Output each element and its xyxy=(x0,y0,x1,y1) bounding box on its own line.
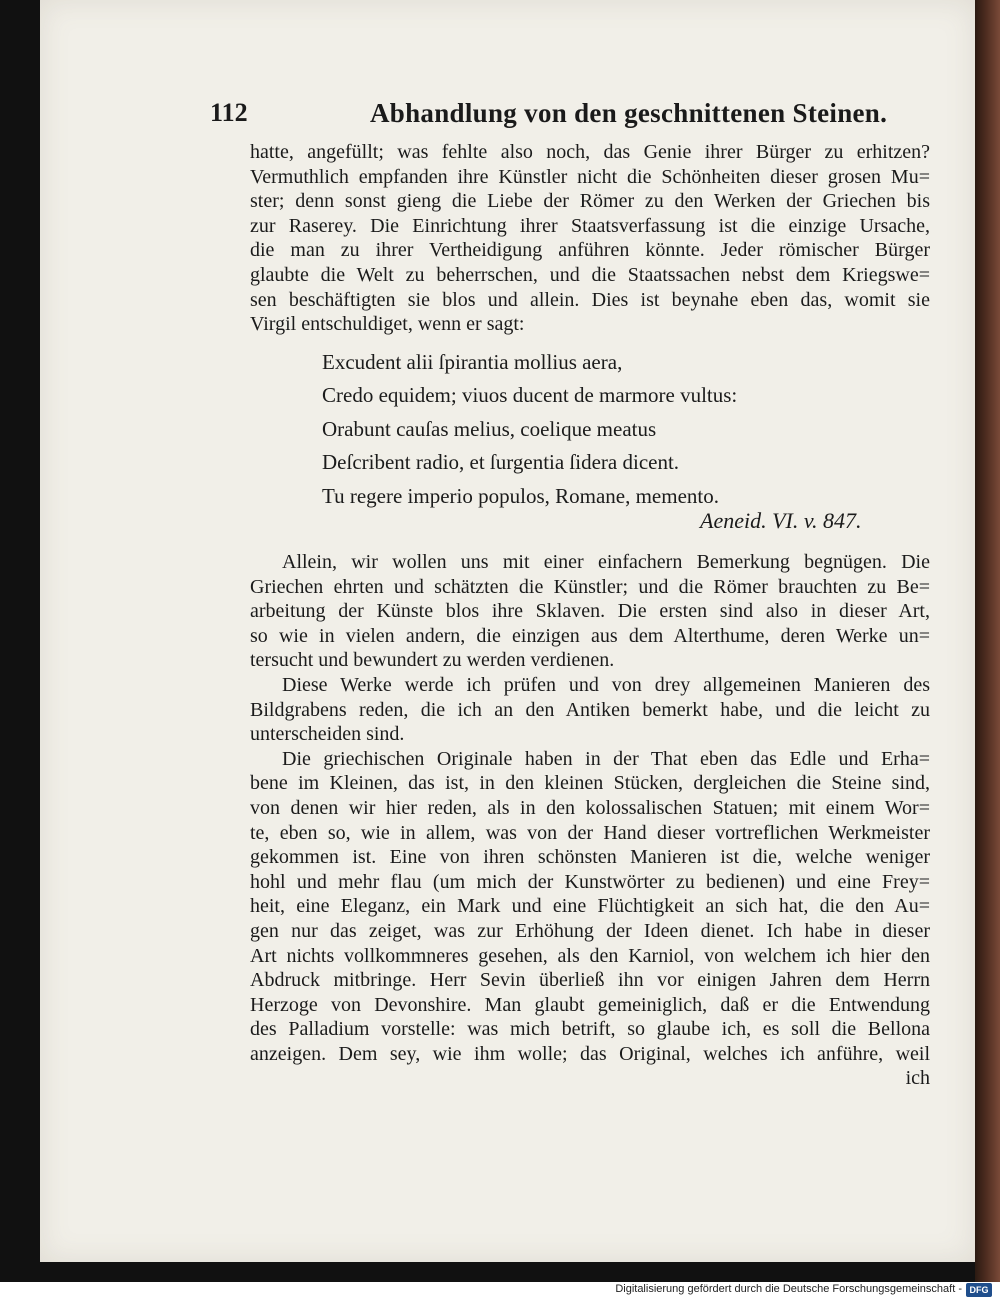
text-line: tersucht und bewundert zu werden verdienen. xyxy=(250,649,615,672)
text-line: sen beschäftigten sie blos und allein. Dies ist beynahe eben das, womit sie xyxy=(250,288,930,311)
text-line: Die griechischen Originale haben in der That eben das Edle und Erha= xyxy=(282,747,930,770)
text-line: des Palladium vorstelle: was mich betrift, so glaube ich, es soll die Bellona xyxy=(250,1018,930,1041)
text-line: die man zu ihrer Vertheidigung anführen könnte. Jeder römischer Bürger xyxy=(250,239,930,262)
verse-line: Credo equidem; viuos ducent de marmore vultus: xyxy=(322,383,738,408)
text-line: bene im Kleinen, das ist, in den kleinen Stücken, dergleichen die Steine sind, xyxy=(250,772,930,795)
text-line: unterscheiden sind. xyxy=(250,723,405,746)
text-line: so wie in vielen andern, die einzigen aus dem Alterthume, deren Werke un= xyxy=(250,624,930,647)
body-text xyxy=(250,550,930,1091)
text-line: hohl und mehr flau (um mich der Kunstwörter zu bedienen) und eine Frey= xyxy=(250,870,930,893)
text-line: hatte, angefüllt; was fehlte also noch, das Genie ihrer Bürger zu erhitzen? xyxy=(250,141,930,163)
text-line: Diese Werke werde ich prüfen und von drey allgemeinen Manieren des xyxy=(282,673,930,696)
text-line: von denen wir hier reden, als in den kolossalischen Statuen; mit einem Wor= xyxy=(250,796,930,819)
text-line: glaubte die Welt zu beherrschen, und die Staatssachen nebst dem Kriegswe= xyxy=(250,263,930,286)
page-header xyxy=(210,98,888,138)
text-line: gekommen ist. Eine von ihren schönsten Manieren ist die, welche weniger xyxy=(250,846,930,869)
running-head: Abhandlung von den geschnittenen Steinen. xyxy=(370,98,888,128)
verse-line: Deſcribent radio, et ſurgentia ſidera dicent. xyxy=(322,450,680,475)
text-line: Griechen ehrten und schätzten die Künstler; und die Römer brauchten zu Be= xyxy=(250,575,930,598)
text-line: Virgil entschuldiget, wenn er sagt: xyxy=(250,313,525,336)
verse-citation: Aeneid. VI. v. 847. xyxy=(700,508,862,533)
verse-line: Excudent alii ſpirantia mollius aera, xyxy=(322,350,623,374)
verse-line: Tu regere imperio populos, Romane, memento. xyxy=(322,483,719,508)
text-line: Allein, wir wollen uns mit einer einfachern Bemerkung begnügen. Die xyxy=(282,551,930,573)
text-line: gen nur das zeiget, was zur Erhöhung der Ideen dienet. Ich habe in dieser xyxy=(250,919,930,942)
text-line: zur Raserey. Die Einrichtung ihrer Staatsverfassung ist die einzige Ursache, xyxy=(250,214,930,237)
text-line: heit, eine Eleganz, ein Mark und eine Flüchtigkeit an sich hat, die den Au= xyxy=(250,895,930,918)
dfg-logo: DFG xyxy=(966,1283,992,1297)
text-line: Art nichts vollkommneres gesehen, als den Karniol, von welchem ich hier den xyxy=(250,944,930,967)
latin-verse xyxy=(322,346,882,513)
footer-bar xyxy=(0,1282,1000,1299)
text-line: Abdruck mitbringe. Herr Sevin überließ ihn vor einigen Jahren dem Herrn xyxy=(250,969,930,992)
text-line: arbeitung der Künste blos ihre Sklaven. Die ersten sind also in dieser Art, xyxy=(250,600,930,623)
text-line: Herzoge von Devonshire. Man glaubt gemeiniglich, daß er die Entwendung xyxy=(250,993,930,1016)
verse-line: Orabunt cauſas melius, coelique meatus xyxy=(322,416,657,441)
page-number: 112 xyxy=(210,98,248,127)
footer-credit: Digitalisierung gefördert durch die Deutsche Forschungsgemeinschaft - xyxy=(615,1283,962,1295)
text-line: Vermuthlich empfanden ihre Künstler nicht die Schönheiten dieser grosen Mu= xyxy=(250,165,930,188)
text-line: ster; denn sonst gieng die Liebe der Römer zu den Werken der Griechen bis xyxy=(250,190,930,213)
text-line: anzeigen. Dem sey, wie ihm wolle; das Original, welches ich anführe, weil xyxy=(250,1042,930,1065)
book-edge xyxy=(975,0,1000,1282)
text-line: te, eben so, wie in allem, was von der Hand dieser vortreflichen Werkmeister xyxy=(250,821,930,844)
text-line: Bildgrabens reden, die ich an den Antiken bemerkt habe, und die leicht zu xyxy=(250,698,930,721)
paragraph-1 xyxy=(250,140,930,337)
catchword: ich xyxy=(905,1067,930,1090)
